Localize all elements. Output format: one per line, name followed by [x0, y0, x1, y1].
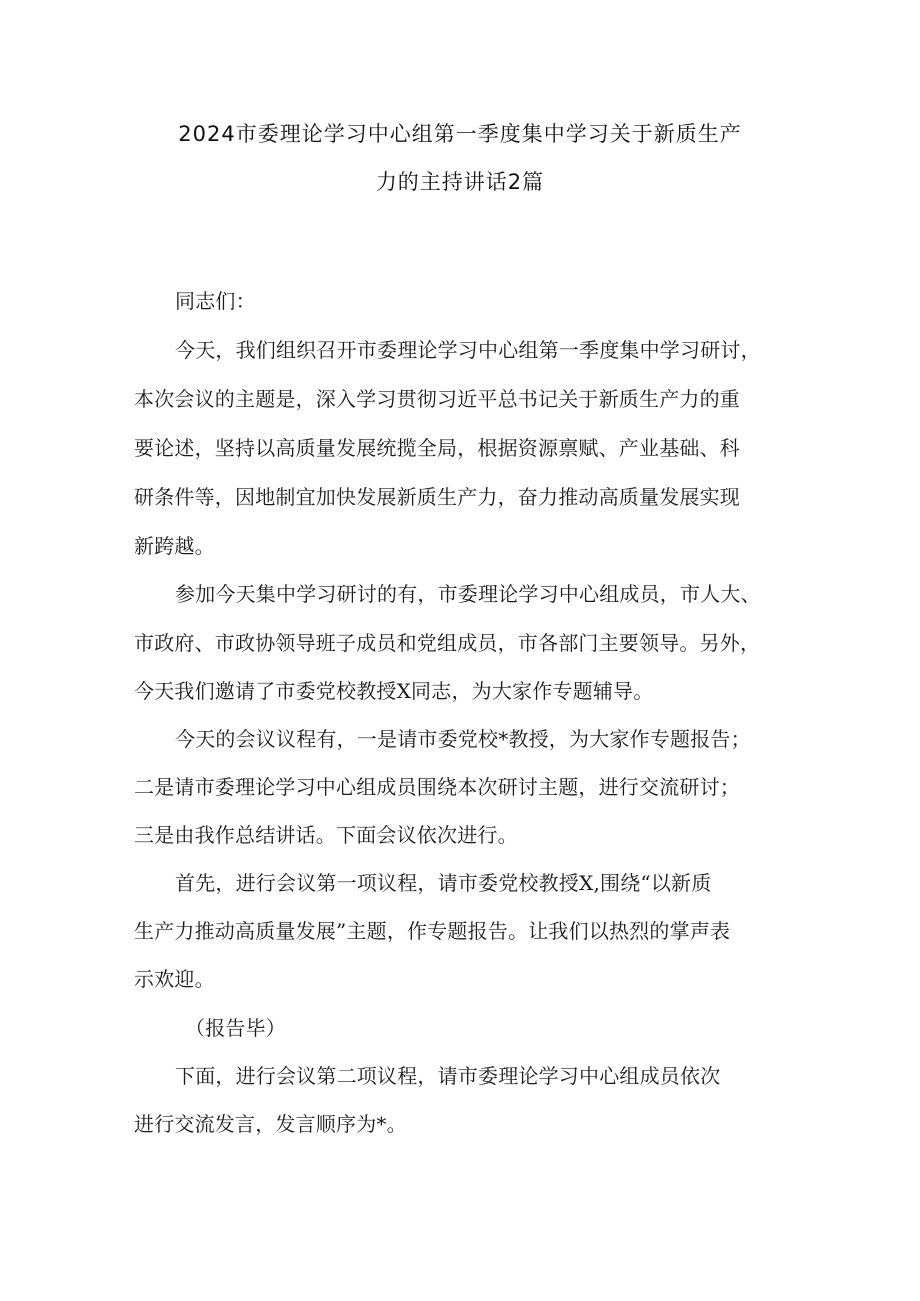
paragraph-1-line-3: 要论述，坚持以高质量发展统揽全局，根据资源禀赋、产业基础、科: [134, 436, 740, 460]
paragraph-3-line-1: 今天的会议议程有，一是请市委党校*教授，为大家作专题报告；: [175, 727, 751, 751]
paragraph-4-line-1: 首先，进行会议第一项议程，请市委党校教授X,围绕“以新质: [175, 871, 712, 895]
paragraph-2-line-1: 参加今天集中学习研讨的有，市委理论学习中心组成员，市人大、: [175, 582, 761, 606]
paragraph-5-line-2: 进行交流发言，发言顺序为*。: [134, 1112, 407, 1136]
paragraph-5-line-1: 下面，进行会议第二项议程，请市委理论学习中心组成员依次: [175, 1064, 721, 1088]
paragraph-3-line-2: 二是请市委理论学习中心组成员围绕本次研讨主题，进行交流研讨；: [134, 775, 740, 799]
document-title-line-1: 2024市委理论学习中心组第一季度集中学习关于新质生产: [178, 122, 742, 146]
paragraph-2-line-2: 市政府、市政协领导班子成员和党组成员，市各部门主要领导。另外，: [134, 631, 761, 655]
paragraph-4-line-2: 生产力推动高质量发展”主题，作专题报告。让我们以热烈的掌声表: [134, 919, 731, 943]
paragraph-1-line-5: 新跨越。: [134, 534, 215, 558]
paragraph-3-line-3: 三是由我作总结讲话。下面会议依次进行。: [134, 823, 518, 847]
paragraph-2-line-3: 今天我们邀请了市委党校教授X同志，为大家作专题辅导。: [134, 679, 654, 703]
paragraph-1-line-1: 今天，我们组织召开市委理论学习中心组第一季度集中学习研讨，: [175, 338, 761, 362]
paragraph-1-line-4: 研条件等，因地制宜加快发展新质生产力，奋力推动高质量发展实现: [134, 485, 740, 509]
paragraph-1-line-2: 本次会议的主题是，深入学习贯彻习近平总书记关于新质生产力的重: [134, 387, 740, 411]
paragraph-4-line-3: 示欢迎。: [134, 967, 215, 991]
salutation: 同志们：: [175, 289, 256, 313]
document-title-line-2: 力的主持讲话2篇: [375, 170, 545, 194]
report-end-note: （报告毕）: [185, 1016, 286, 1040]
